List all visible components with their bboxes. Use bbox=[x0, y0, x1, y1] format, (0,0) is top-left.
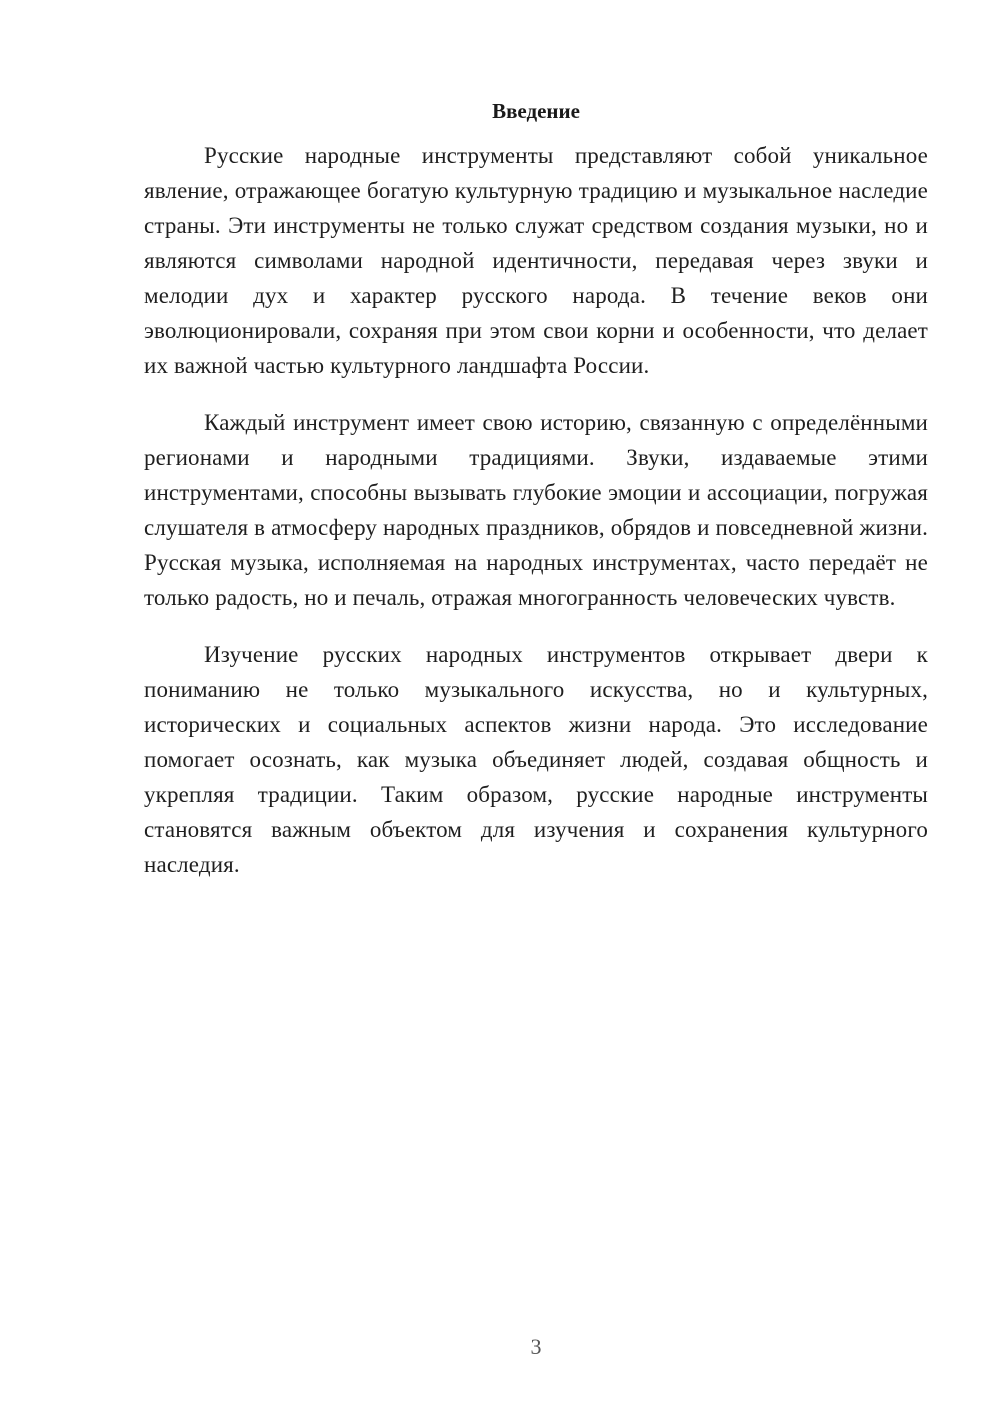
paragraph-1: Русские народные инструменты представляют собой уникальное явление, отражающее богатую культурную традицию и музыкальное наследие страны. Эти инструменты не только служат средством создания музыки, но и являются символами народной идентичности, передавая через звуки и мелодии дух и характер русского народа. В течение веков они эволюционировали, сохраняя при этом свои корни и особенности, что делает их важной частью культурного ландшафта России. bbox=[144, 143, 928, 378]
paragraph-2: Каждый инструмент имеет свою историю, связанную с определёнными регионами и народными традициями. Звуки, издаваемые этими инструментами, способны вызывать глубокие эмоции и ассоциации, погружая слушателя в атмосферу народных праздников, обрядов и повседневной жизни. Русская музыка, исполняемая на народных инструментах, часто передаёт не только радость, но и печаль, отражая многогранность человеческих чувств. bbox=[144, 410, 928, 610]
page-number: 3 bbox=[530, 1334, 542, 1359]
page-content bbox=[144, 96, 928, 904]
paragraph-3: Изучение русских народных инструментов открывает двери к пониманию не только музыкального искусства, но и культурных, исторических и социальных аспектов жизни народа. Это исследование помогает осознать, как музыка объединяет людей, создавая общность и укрепляя традиции. Таким образом, русские народные инструменты становятся важным объектом для изучения и сохранения культурного наследия. bbox=[144, 642, 928, 877]
section-heading: Введение bbox=[492, 99, 580, 123]
